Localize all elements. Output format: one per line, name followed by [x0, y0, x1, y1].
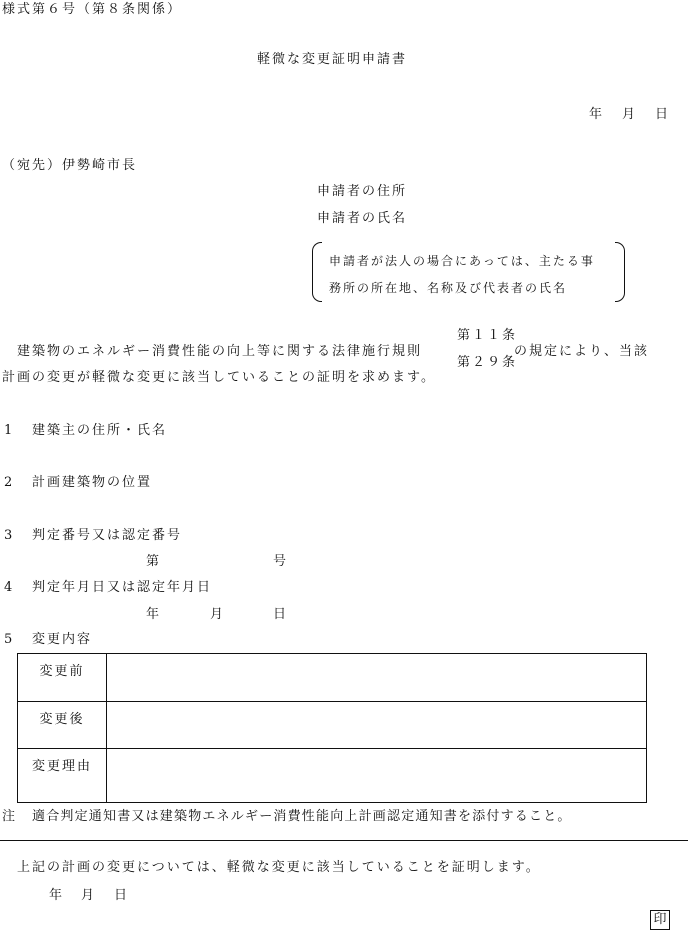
change-row-after — [18, 702, 647, 749]
item4-label: 判定年月日又は認定年月日 — [32, 580, 213, 595]
corp-note-line2: 務所の所在地、名称及び代表者の氏名 — [329, 281, 568, 295]
certification-month: 月 — [81, 888, 97, 903]
item5-number: 5 — [4, 632, 15, 647]
document-title: 軽微な変更証明申請書 — [257, 52, 408, 67]
article-upper: 第１１条 — [457, 328, 518, 343]
certification-text: 上記の計画の変更については、軽微な変更に該当していることを証明します。 — [17, 860, 541, 875]
corp-note-right-bracket — [615, 242, 625, 302]
header-date-year: 年 — [589, 107, 605, 122]
article-lower: 第２９条 — [457, 355, 518, 370]
corp-note-line1: 申請者が法人の場合にあっては、主たる事 — [329, 254, 595, 268]
note-text: 適合判定通知書又は建築物エネルギー消費性能向上計画認定通知書を添付すること。 — [32, 809, 572, 824]
seal-mark: 印 — [650, 910, 670, 930]
change-row-reason — [18, 749, 647, 803]
item1-number: 1 — [4, 423, 15, 438]
change-row-label: 変更前 — [18, 654, 107, 702]
section-divider — [0, 840, 688, 841]
change-row-label: 変更後 — [18, 702, 107, 749]
item1-label: 建築主の住所・氏名 — [32, 423, 168, 438]
body-line1: 建築物のエネルギー消費性能の向上等に関する法律施行規則 — [17, 344, 423, 359]
item4-number: 4 — [4, 580, 15, 595]
header-date-day: 日 — [655, 107, 671, 122]
item2-number: 2 — [4, 475, 15, 490]
header-date-month: 月 — [622, 107, 638, 122]
item4-day: 日 — [273, 607, 289, 622]
item3-suffix: 号 — [273, 554, 289, 569]
certification-year: 年 — [49, 888, 65, 903]
body-line2: 計画の変更が軽微な変更に該当していることの証明を求めます。 — [2, 370, 436, 385]
item3-prefix: 第 — [146, 554, 162, 569]
change-row-value — [107, 749, 647, 803]
change-row-label: 変更理由 — [18, 749, 107, 803]
item3-number: 3 — [4, 528, 15, 543]
item2-label: 計画建築物の位置 — [32, 475, 153, 490]
body-line1-tail: の規定により、当該 — [514, 344, 650, 359]
change-row-value — [107, 654, 647, 702]
item4-year: 年 — [146, 607, 162, 622]
change-content-table — [17, 653, 647, 803]
addressee: （宛先）伊勢崎市長 — [2, 158, 138, 173]
form-number: 様式第６号（第８条関係） — [2, 2, 183, 17]
item5-label: 変更内容 — [32, 632, 93, 647]
note-marker: 注 — [2, 809, 18, 824]
applicant-address-label: 申請者の住所 — [317, 184, 408, 199]
change-row-value — [107, 702, 647, 749]
certification-day: 日 — [114, 888, 130, 903]
item4-month: 月 — [210, 607, 226, 622]
item3-label: 判定番号又は認定番号 — [32, 528, 183, 543]
applicant-name-label: 申請者の氏名 — [317, 211, 408, 226]
corp-note-left-bracket — [312, 242, 322, 302]
change-row-before — [18, 654, 647, 702]
